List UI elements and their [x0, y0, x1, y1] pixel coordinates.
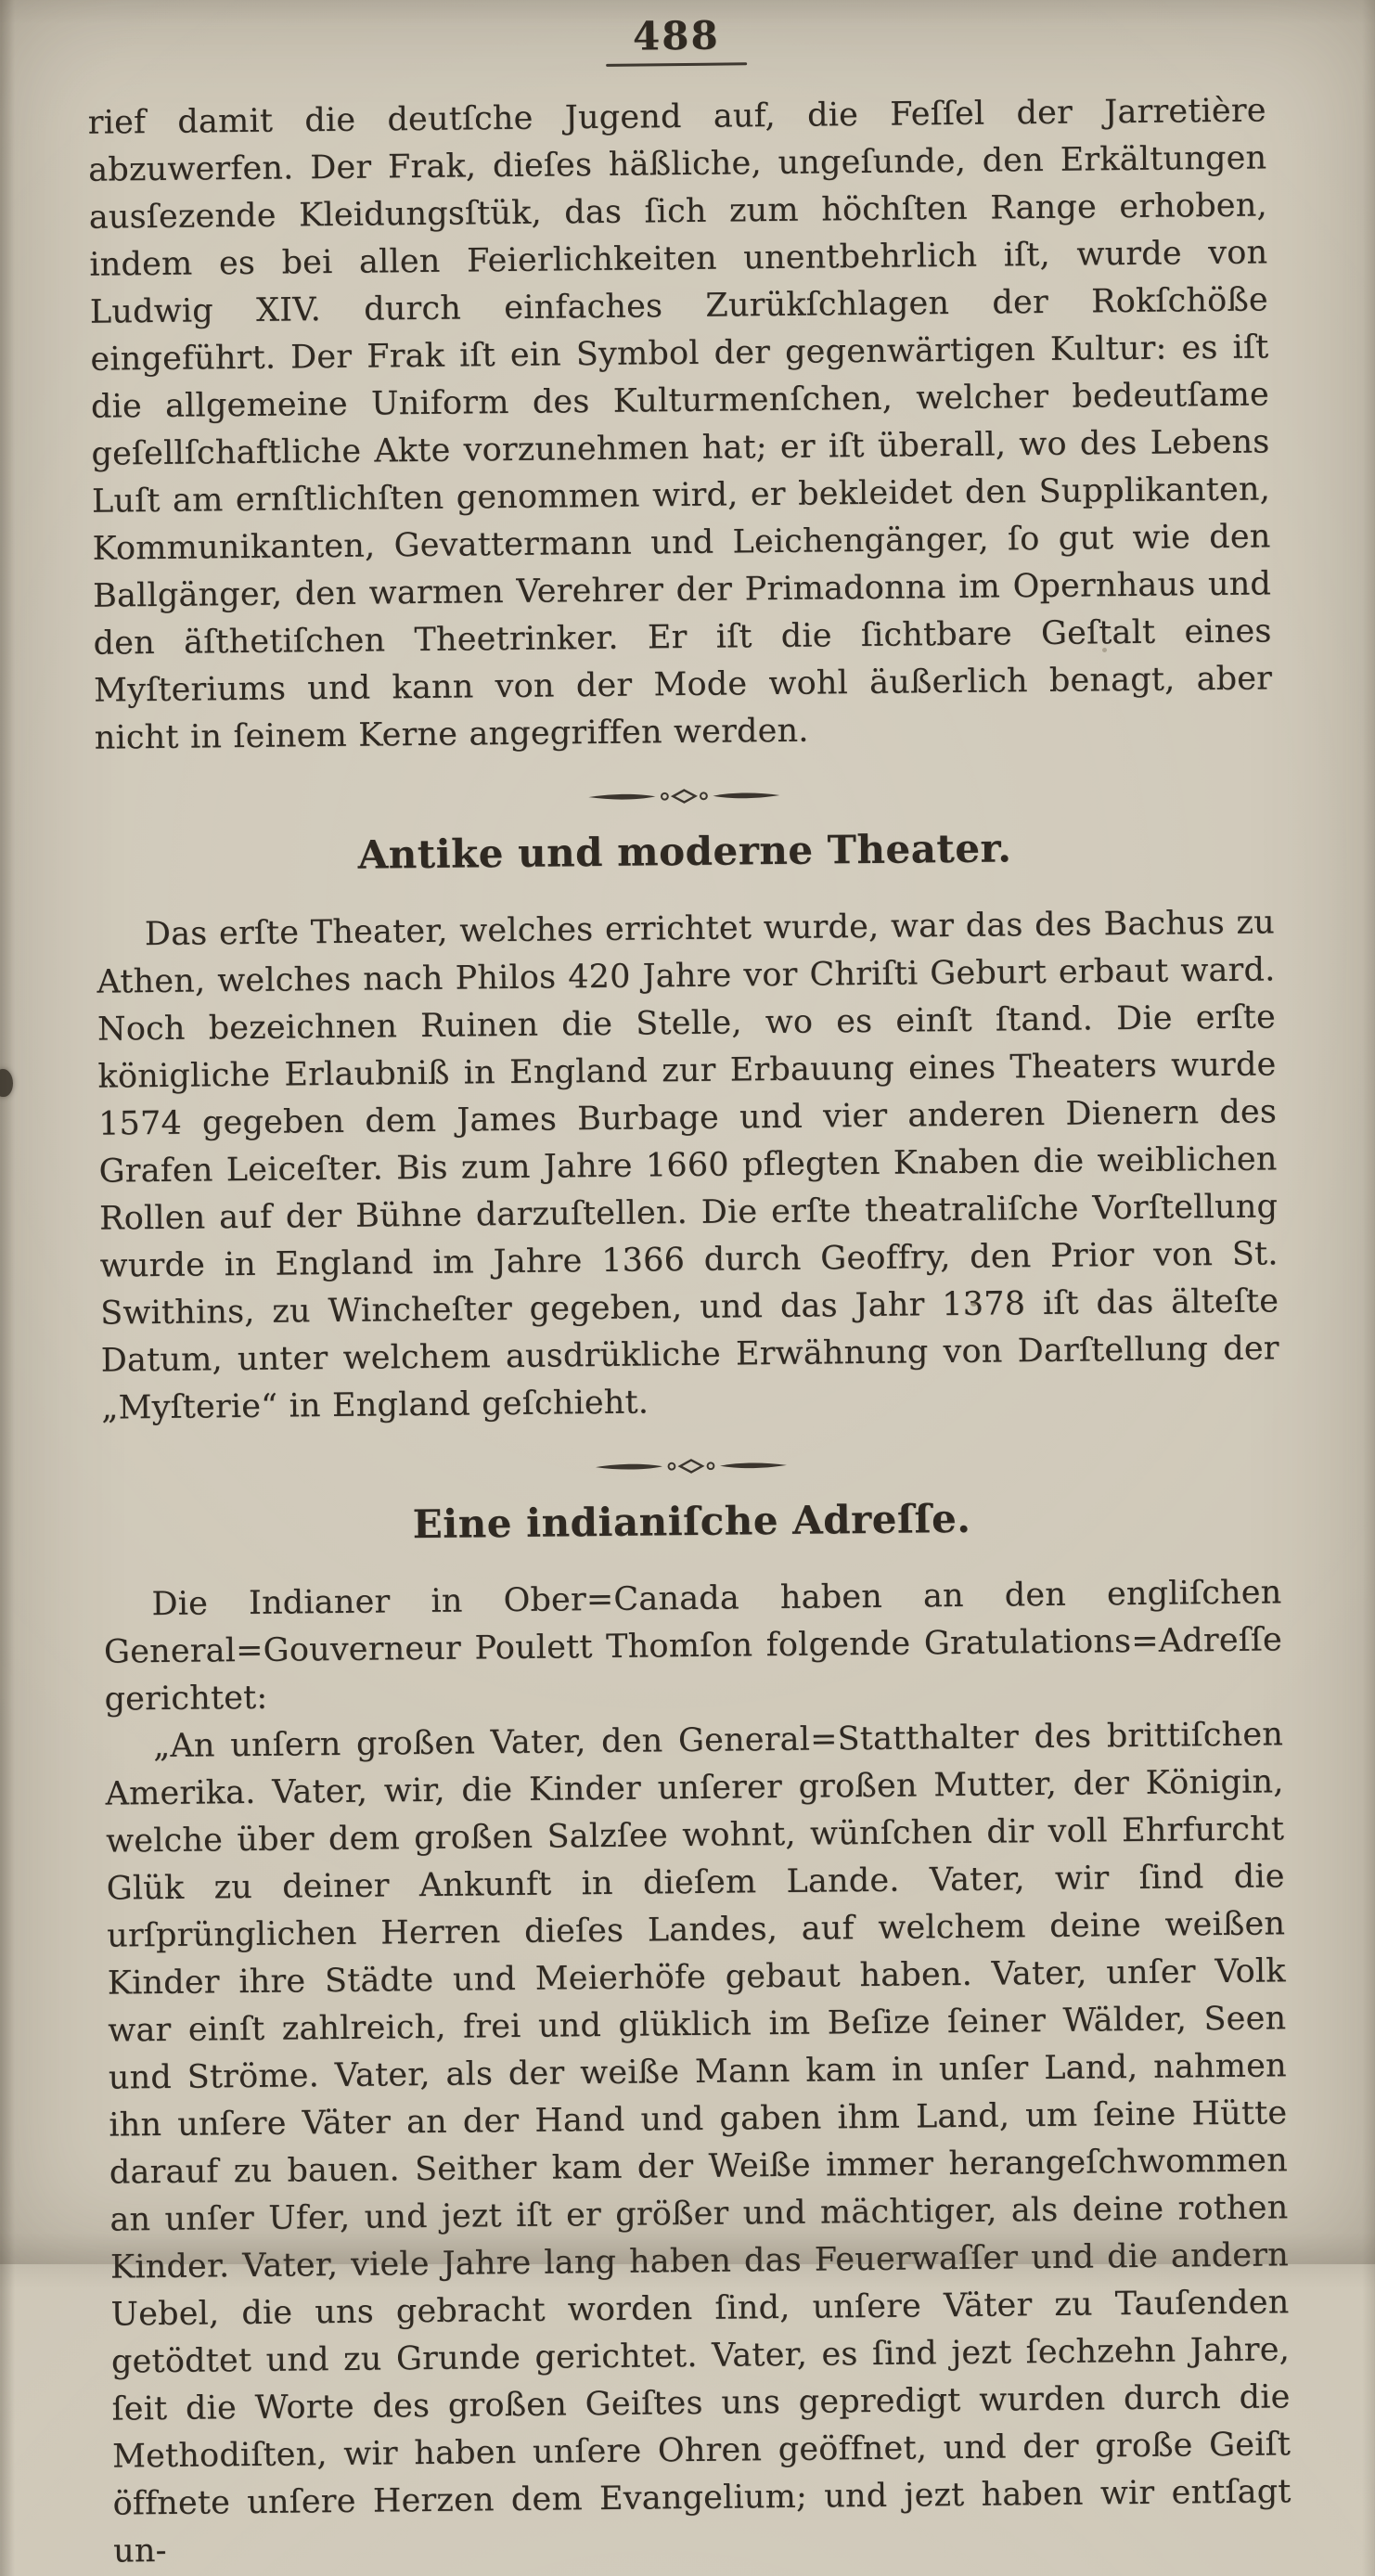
- section-divider-ornament: [95, 781, 1273, 810]
- page-number-rule: [606, 62, 747, 67]
- page-header: [87, 6, 1266, 71]
- article-title-eine-indianische-adresse: Eine indianiſche Adreſſe.: [412, 1495, 971, 1548]
- paper-speck: [970, 1301, 977, 1307]
- scan-blemish: [0, 1069, 13, 1097]
- article-paragraph-theater: Das erſte Theater, welches errichtet wurde, war das des Bachus zu Athen, welches nach Philos 420 Jahre vor Chriſti Geburt erbaut ward. Noch bezeichnen Ruinen die Stelle, wo es einſt ſtand. Die erſte königliche Erlaubniß in England zur Erbauung eines Theaters wurde 1574 gegeben dem James Burbage und vier anderen Dienern des Grafen Leiceſter. Bis zum Jahre 1660 pflegten Knaben die weiblichen Rollen auf der Bühne darzuſtellen. Die erſte theatraliſche Vorſtellung wurde in England im Jahre 1366 durch Geoffry, den Prior von St. Swithins, zu Wincheſter gegeben, und das Jahr 1378 iſt das älteſte Datum, unter welchem ausdrükliche Erwähnung von Darſtellung der „Myſterie“ in England geſchieht.: [96, 904, 1279, 1427]
- article-paragraph-adresse-text: „An unſern großen Vater, den General=Statthalter des brittiſchen Amerika. Vater, wir, die Kinder unſerer großen Mutter, der Königin, welche über dem großen Salzſee wohnt, wünſchen dir voll Ehrfurcht Glük zu deiner Ankunft in dieſem Lande. Vater, wir ſind die urſprünglichen Herren dieſes Landes, auf welchem deine weißen Kinder ihre Städte und Meierhöfe gebaut haben. Vater, unſer Volk war einſt zahlreich, frei und glüklich im Beſize ſeiner Wälder, Seen und Ströme. Vater, als der weiße Mann kam in unſer Land, nahmen ihn unſere Väter an der Hand und gaben ihm Land, um ſeine Hütte darauf zu bauen. Seither kam der Weiße immer herangeſchwommen an unſer Ufer, und jezt iſt er größer und mächtiger, als deine rothen Kinder. Vater, viele Jahre lang haben das Feuerwaſſer und die andern Uebel, die uns gebracht worden ſind, unſere Väter zu Tauſenden getödtet und zu Grunde gerichtet. Vater, es ſind jezt ſechzehn Jahre, ſeit die Worte des großen Geiſtes uns gepredigt wurden durch die Methodiſten, wir haben unſere Ohren geöffnet, und der große Geiſt öffnete unſere Herzen dem Evangelium; und jezt haben wir entſagt un-: [105, 1716, 1291, 2570]
- continuation-paragraph: rief damit die deutſche Jugend auf, die Feſſel der Jarretière abzuwerfen. Der Frak, dieſes häßliche, ungeſunde, den Erkältungen ausſezende Kleidungsſtük, das ſich zum höchſten Range erhoben, indem es bei allen Feierlichkeiten unentbehrlich iſt, wurde von Ludwig XIV. durch einfaches Zurükſchlagen der Rokſchöße eingeführt. Der Frak iſt ein Symbol der gegenwärtigen Kultur: es iſt die allgemeine Uniform des Kulturmenſchen, welcher bedeutſame geſellſchaftliche Akte vorzunehmen hat; er iſt überall, wo des Lebens Luſt am ernſtlichſten genommen wird, er bekleidet den Supplikanten, Kommunikanten, Gevattermann und Leichengänger, ſo gut wie den Ballgänger, den warmen Verehrer der Primadonna im Opernhaus und den äſthetiſchen Theetrinker. Er iſt die ſichtbare Geſtalt eines Myſteriums und kann von der Mode wohl äußerlich benagt, aber nicht in ſeinem Kerne angegriffen werden.: [87, 92, 1273, 757]
- page-text-block: [88, 87, 1292, 2575]
- paper-speck: [1102, 648, 1107, 652]
- page-number: 488: [632, 12, 720, 59]
- page-content: [87, 6, 1292, 2575]
- article-title-antike-und-moderne-theater: Antike und moderne Theater.: [357, 825, 1012, 878]
- fleuron-icon: [586, 787, 781, 805]
- fleuron-icon: [594, 1457, 789, 1475]
- section-divider-ornament: [102, 1451, 1280, 1480]
- article-paragraph-adresse-intro: Die Indianer in Ober=Canada haben an den engliſchen General=Gouverneur Poulett Thomſon folgende Gratulations=Adreſſe gerichtet:: [103, 1574, 1283, 1719]
